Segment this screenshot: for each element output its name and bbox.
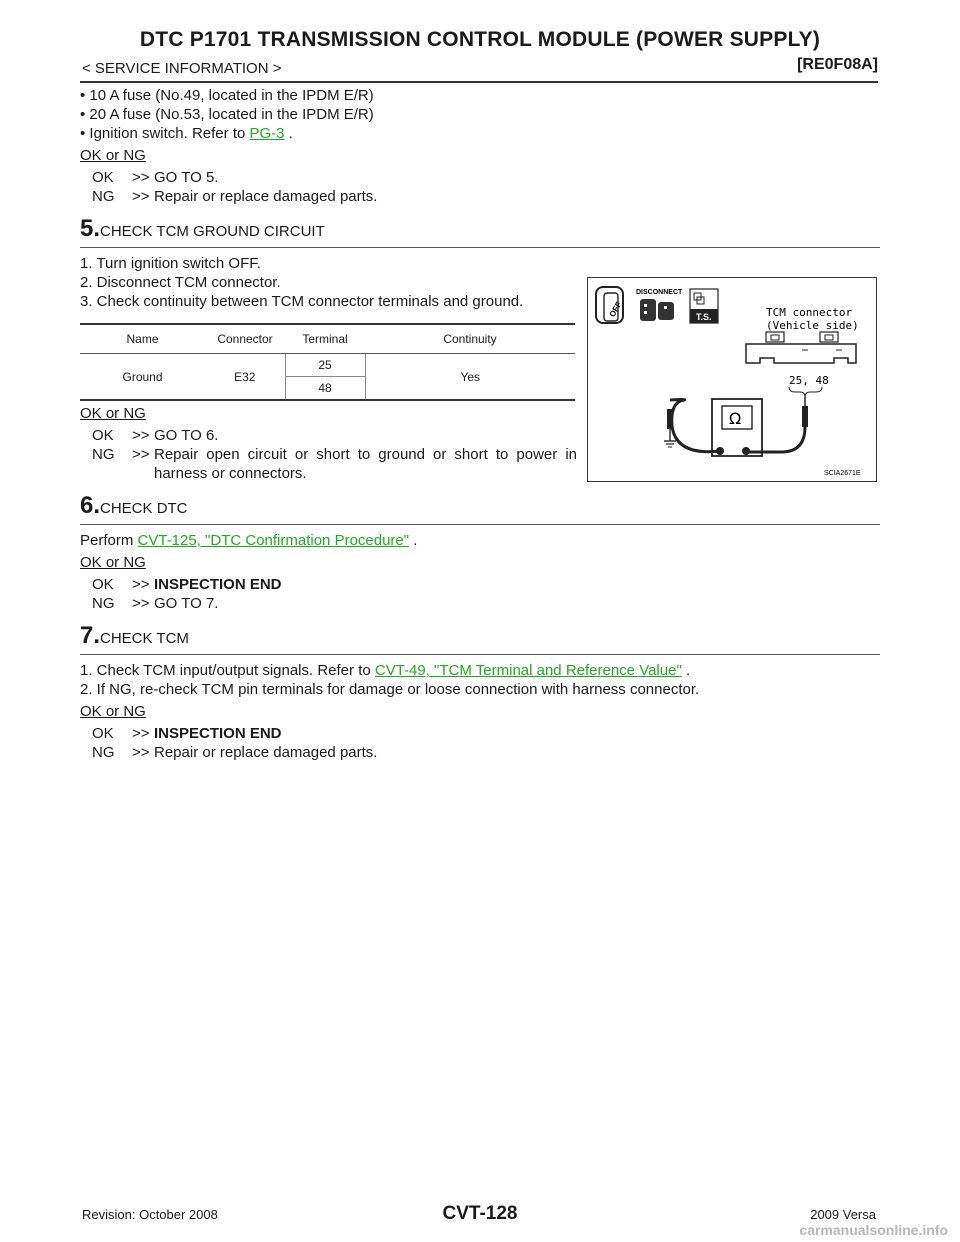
- step-5-heading: 5.CHECK TCM GROUND CIRCUIT: [80, 215, 880, 248]
- tcm-ground-illustration: [587, 277, 877, 482]
- cvt-49-link[interactable]: CVT-49, "TCM Terminal and Reference Value": [374, 662, 682, 679]
- step-7-heading: 7.CHECK TCM: [80, 622, 880, 655]
- off-label: OFF: [607, 300, 624, 319]
- footer-model: 2009 Versa: [810, 1207, 876, 1222]
- step7-results: [92, 724, 880, 762]
- ts-label: T.S.: [696, 312, 712, 322]
- figure-id: SCIA2671E: [824, 470, 861, 477]
- ok-or-ng-label: OK or NG: [80, 554, 146, 571]
- result-ok: OK >> INSPECTION END: [92, 576, 282, 593]
- header-divider: [80, 81, 878, 83]
- ignition-item: • Ignition switch. Refer to PG-3 .: [80, 125, 293, 142]
- step4-results: [92, 168, 880, 206]
- result-ng: NG >> Repair or replace damaged parts.: [92, 188, 378, 205]
- ts-icon: [690, 289, 718, 323]
- step-7-item-2: 2. If NG, re-check TCM pin terminals for damage or loose connection with harness connector.: [80, 681, 700, 698]
- tcm-connector-drawing: [746, 332, 856, 363]
- cell-terminal-48: 48: [285, 377, 365, 401]
- connector-probe: [746, 397, 808, 452]
- step-7-items: [80, 661, 880, 699]
- cell-name: Ground: [122, 369, 163, 384]
- step-6-perform: Perform CVT-125, "DTC Confirmation Procedure" .: [80, 532, 418, 549]
- step-7-item-1: 1. Check TCM input/output signals. Refer to CVT-49, "TCM Terminal and Reference Value" .: [80, 662, 691, 679]
- result-ok: OK >> INSPECTION END: [92, 725, 282, 742]
- col-continuity: Continuity: [365, 324, 575, 354]
- connector-label: TCM connector: [766, 306, 853, 319]
- step-5-item-2: 2. Disconnect TCM connector.: [80, 274, 281, 291]
- ok-or-ng-label: OK or NG: [80, 703, 146, 720]
- ignition-off-icon: [596, 287, 623, 323]
- disconnect-label: DISCONNECT: [636, 289, 683, 296]
- fuse-item-49: • 10 A fuse (No.49, located in the IPDM E/R): [80, 87, 374, 104]
- ok-or-ng-label: OK or NG: [80, 405, 146, 422]
- step-6-items: [80, 531, 880, 550]
- footer-revision: Revision: October 2008: [82, 1207, 218, 1222]
- result-ok: OK >> GO TO 5.: [92, 169, 219, 186]
- cell-terminal-25: 25: [285, 354, 365, 377]
- connector-side-label: (Vehicle side): [766, 319, 859, 332]
- ok-or-ng-label: OK or NG: [80, 147, 146, 164]
- result-ng: NG >> GO TO 7.: [92, 595, 219, 612]
- terminals-label: 25, 48: [789, 374, 829, 387]
- fuse-item-53: • 20 A fuse (No.53, located in the IPDM E/R): [80, 106, 374, 123]
- ohm-symbol: Ω: [729, 409, 742, 428]
- result-ng: NG >> Repair or replace damaged parts.: [92, 744, 378, 761]
- step-5-item-3: 3. Check continuity between TCM connector terminals and ground.: [80, 293, 524, 310]
- model-code: [RE0F08A]: [797, 56, 878, 73]
- step-6-heading: 6.CHECK DTC: [80, 492, 880, 525]
- cell-continuity: Yes: [365, 354, 575, 401]
- continuity-table: [80, 323, 575, 401]
- cvt-125-link[interactable]: CVT-125, "DTC Confirmation Procedure": [137, 532, 410, 549]
- page-title: DTC P1701 TRANSMISSION CONTROL MODULE (POWER SUPPLY): [139, 28, 821, 51]
- disconnect-icon: [636, 289, 683, 321]
- step6-results: [92, 575, 880, 613]
- col-terminal: Terminal: [285, 324, 365, 354]
- step5-results: [92, 426, 577, 483]
- result-ok: OK >> GO TO 6.: [92, 427, 219, 444]
- pg-3-link[interactable]: PG-3: [249, 125, 285, 142]
- illustration-svg: [588, 278, 876, 481]
- col-name: Name: [80, 324, 205, 354]
- col-connector: Connector: [205, 324, 285, 354]
- result-ng: NG >> Repair open circuit or short to ground or short to power in harness or connectors.: [92, 446, 577, 482]
- section-label: < SERVICE INFORMATION >: [82, 60, 282, 77]
- ohmmeter: [712, 399, 762, 456]
- step-5-item-1: 1. Turn ignition switch OFF.: [80, 255, 261, 272]
- watermark: carmanualsonline.info: [799, 1222, 948, 1238]
- footer-page-number: CVT-128: [442, 1203, 518, 1224]
- cell-connector: E32: [234, 369, 256, 384]
